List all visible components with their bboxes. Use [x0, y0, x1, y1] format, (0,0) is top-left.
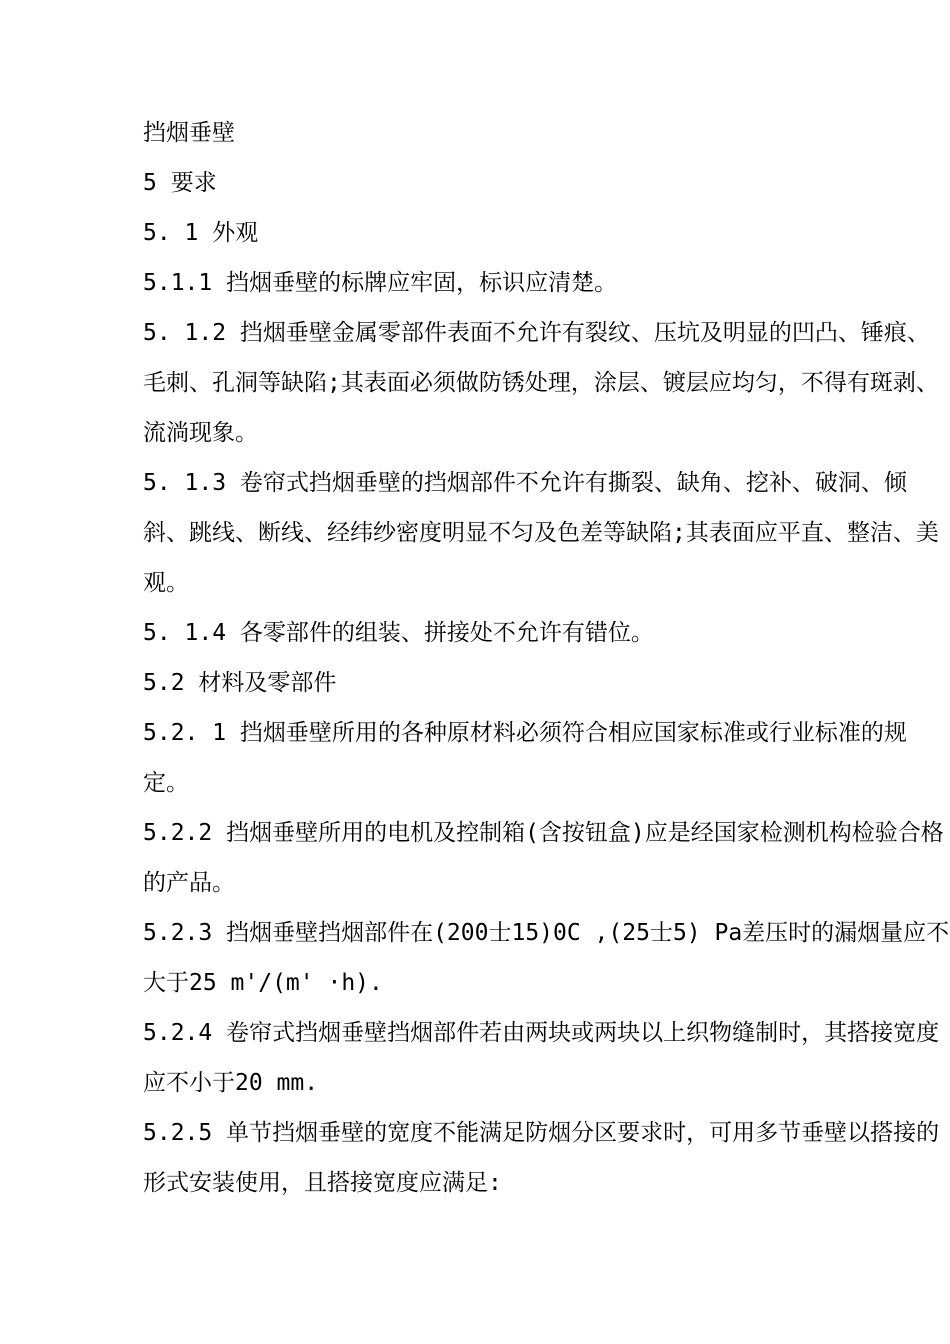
- clause-5-1-4: 5. 1.4 各零部件的组装、拼接处不允许有错位。: [143, 620, 654, 646]
- clause-5-2-3: 5.2.3 挡烟垂壁挡烟部件在(200士15)0C ,(25士5) Pa差压时的漏烟量应不大于25 m'/(m' ·h).: [143, 920, 950, 996]
- clause-5-2-2: 5.2.2 挡烟垂壁所用的电机及控制箱(含按钮盒)应是经国家检测机构检验合格的产品。: [143, 820, 944, 896]
- section-heading-5-2: 5.2 材料及零部件: [143, 670, 337, 696]
- document-title: 挡烟垂壁: [143, 120, 235, 146]
- section-heading-5-1: 5. 1 外观: [143, 220, 259, 246]
- section-heading-5: 5 要求: [143, 170, 217, 196]
- clause-5-2-1: 5.2. 1 挡烟垂壁所用的各种原材料必须符合相应国家标准或行业标准的规定。: [143, 720, 907, 796]
- clause-5-1-1: 5.1.1 挡烟垂壁的标牌应牢固，标识应清楚。: [143, 270, 618, 296]
- clause-5-2-4: 5.2.4 卷帘式挡烟垂壁挡烟部件若由两块或两块以上织物缝制时，其搭接宽度应不小于20 mm.: [143, 1020, 940, 1096]
- clause-5-1-3: 5. 1.3 卷帘式挡烟垂壁的挡烟部件不允许有撕裂、缺角、挖补、破洞、倾斜、跳线、断线、经纬纱密度明显不匀及色差等缺陷;其表面应平直、整洁、美观。: [143, 470, 939, 596]
- clause-5-1-2: 5. 1.2 挡烟垂壁金属零部件表面不允许有裂纹、压坑及明显的凹凸、锤痕、毛刺、孔洞等缺陷;其表面必须做防锈处理，涂层、镀层应均匀，不得有斑剥、流淌现象。: [143, 320, 939, 446]
- document-body: [143, 108, 950, 1208]
- clause-5-2-5: 5.2.5 单节挡烟垂壁的宽度不能满足防烟分区要求时，可用多节垂壁以搭接的形式安装使用，且搭接宽度应满足:: [143, 1120, 940, 1196]
